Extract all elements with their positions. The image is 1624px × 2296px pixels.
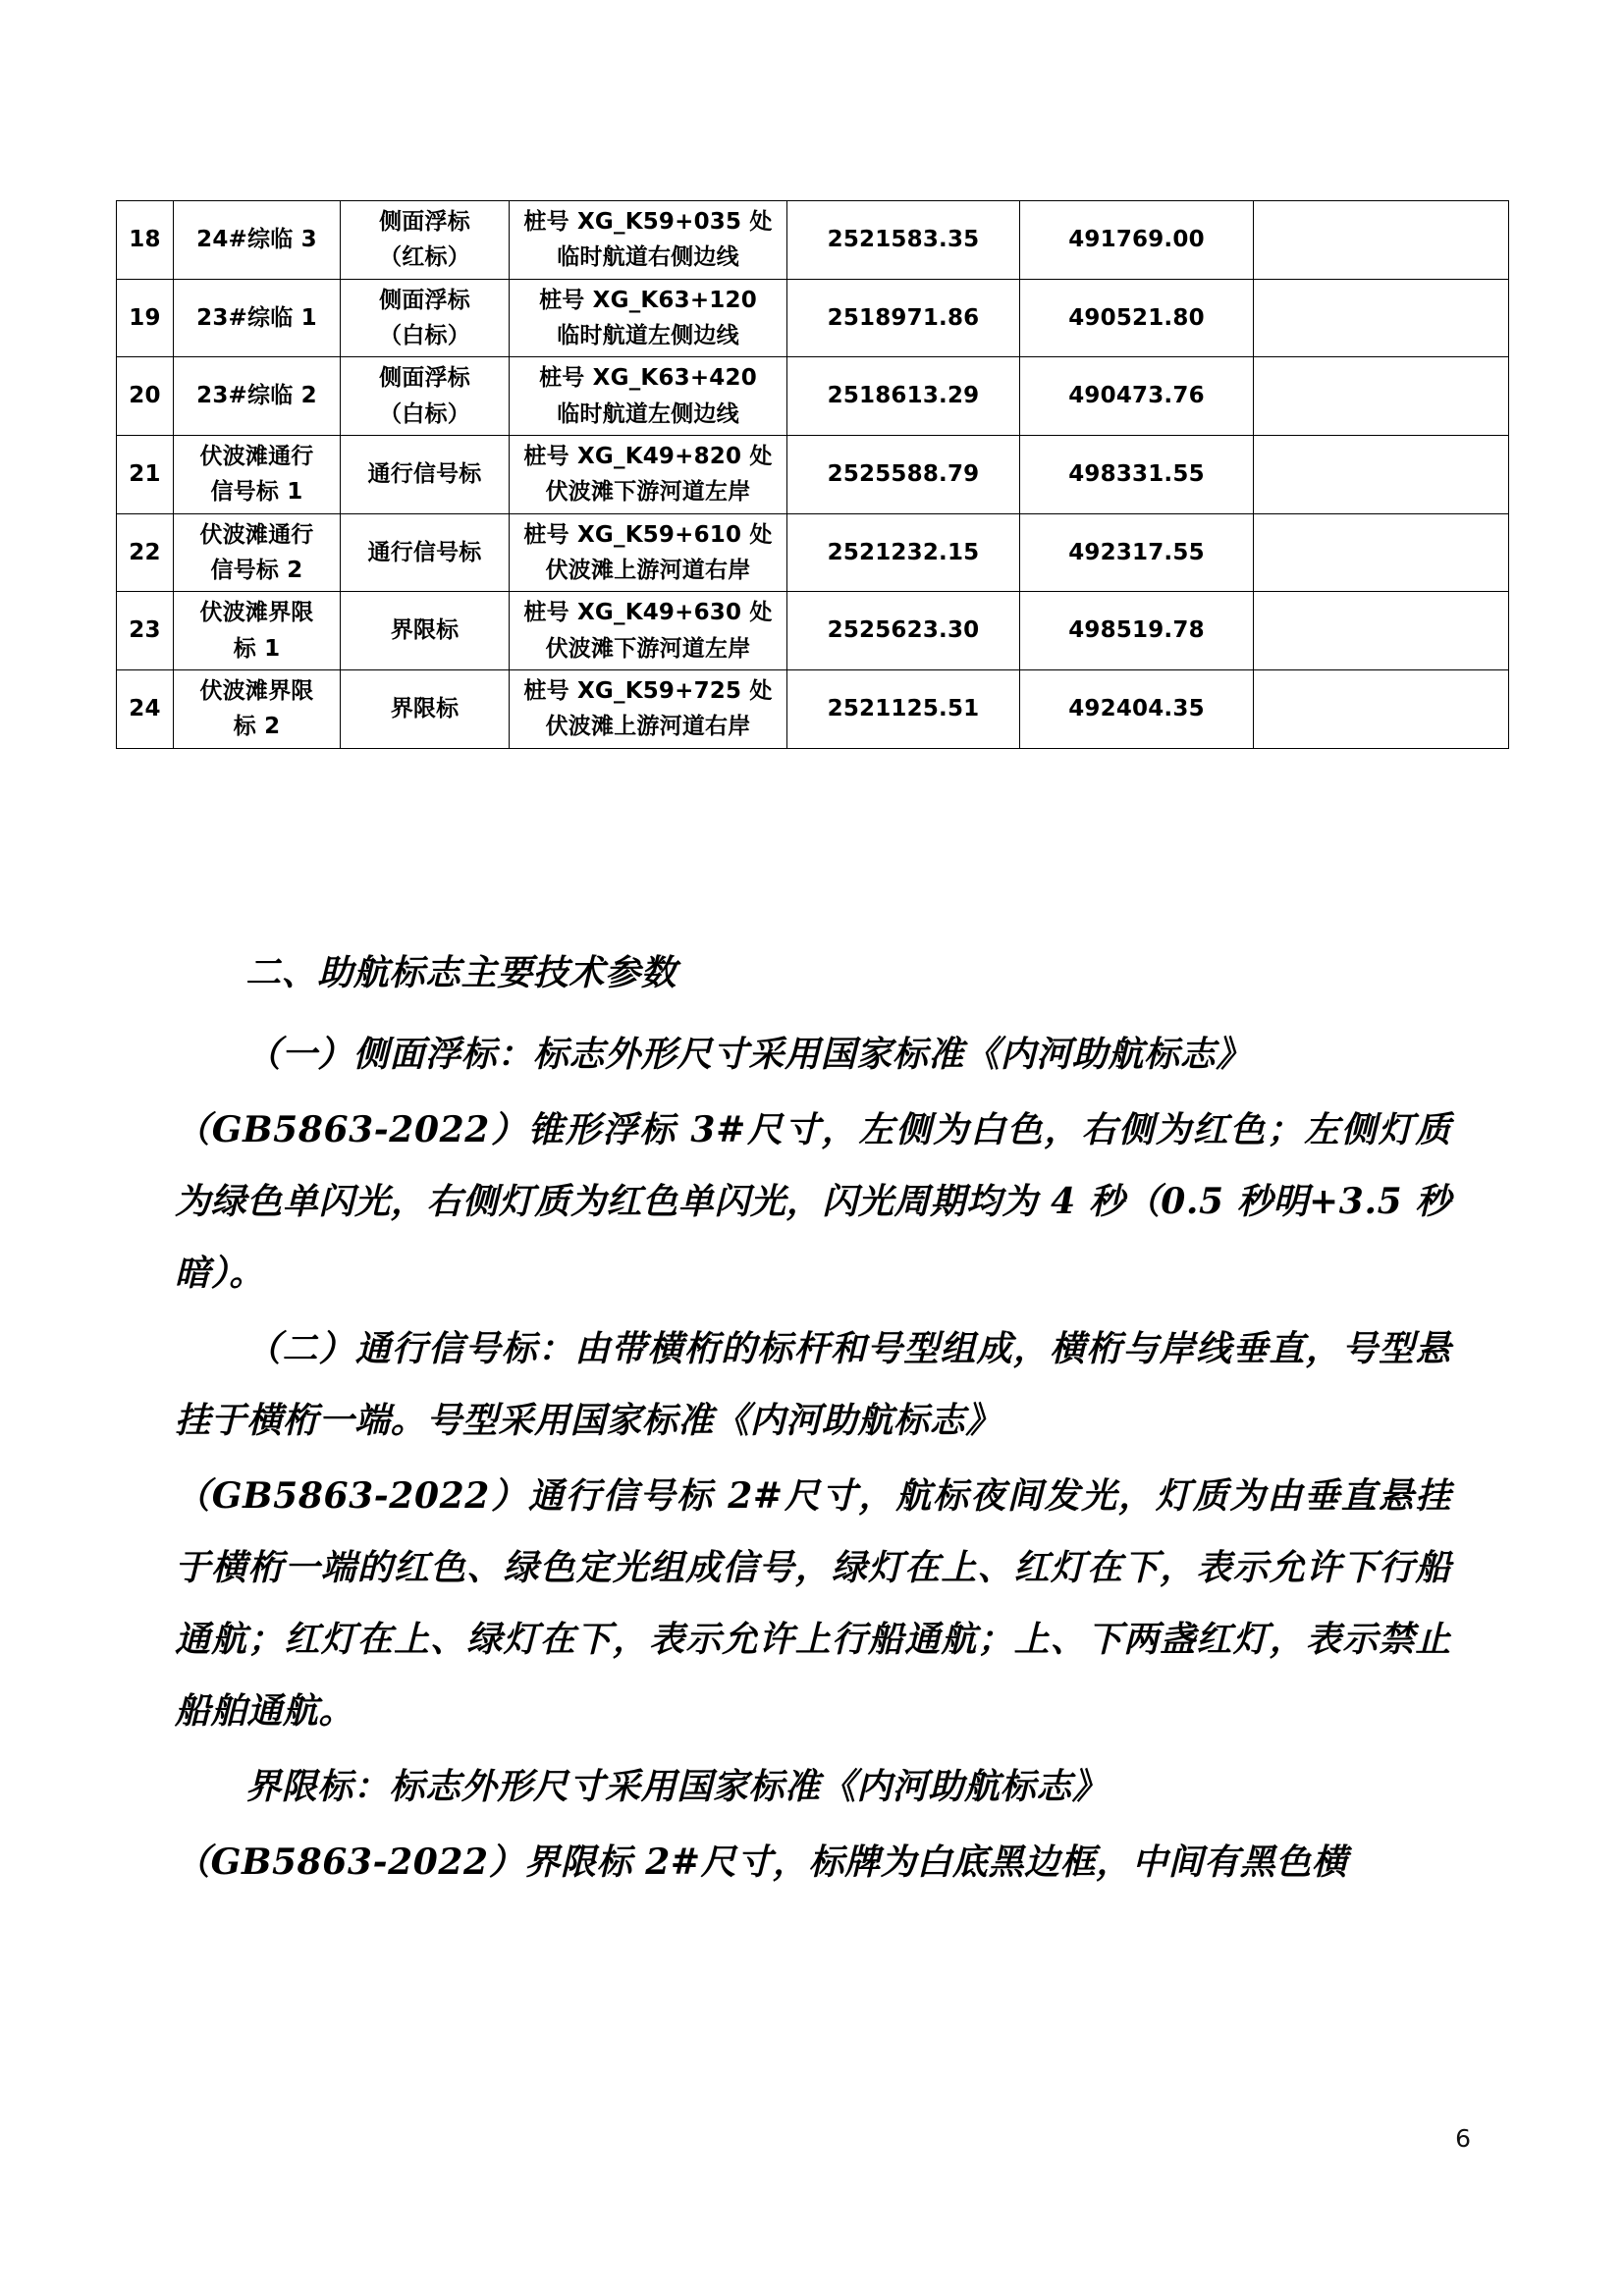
paragraph-traffic-signal-intro: （二）通行信号标：由带横桁的标杆和号型组成，横桁与岸线垂直，号型悬挂于横桁一端。号型采用国家标准《内河助航标志》	[175, 1328, 1451, 1441]
table-row	[117, 513, 1509, 592]
cell-position	[510, 357, 787, 436]
table-row	[117, 357, 1509, 436]
table-body	[117, 201, 1509, 749]
cell-remark	[1254, 669, 1509, 748]
page-number: 6	[1455, 2124, 1471, 2153]
position-line-1: 桩号 XG_K49+630 处	[523, 600, 773, 626]
cell-serial-number: 20	[117, 357, 174, 436]
position-line-2: 临时航道右侧边线	[557, 244, 739, 271]
cell-mark-type: 界限标	[341, 592, 510, 670]
cell-mark-type	[341, 201, 510, 280]
position-line-2: 伏波滩下游河道左岸	[545, 635, 751, 662]
position-line-2: 伏波滩上游河道右岸	[545, 714, 751, 740]
table-row	[117, 279, 1509, 357]
cell-x-coordinate: 2521125.51	[787, 669, 1020, 748]
cell-x-coordinate: 2518613.29	[787, 357, 1020, 436]
cell-y-coordinate: 492404.35	[1020, 669, 1254, 748]
cell-y-coordinate: 490473.76	[1020, 357, 1254, 436]
cell-x-coordinate: 2525588.79	[787, 435, 1020, 513]
cell-mark-name	[174, 435, 341, 513]
cell-mark-name: 24#综临 3	[174, 201, 341, 280]
cell-mark-type: 界限标	[341, 669, 510, 748]
cell-position	[510, 669, 787, 748]
paragraph-boundary-mark-detail: （GB5863-2022）界限标 2#尺寸，标牌为白底黑边框，中间有黑色横	[175, 1842, 1348, 1883]
cell-remark	[1254, 357, 1509, 436]
cell-mark-name: 23#综临 1	[174, 279, 341, 357]
cell-remark	[1254, 435, 1509, 513]
type-line-2: （白标）	[379, 400, 470, 427]
cell-x-coordinate: 2518971.86	[787, 279, 1020, 357]
cell-remark	[1254, 513, 1509, 592]
cell-serial-number: 23	[117, 592, 174, 670]
cell-serial-number: 19	[117, 279, 174, 357]
cell-y-coordinate: 498519.78	[1020, 592, 1254, 670]
type-line-1: 侧面浮标	[379, 209, 470, 235]
section-heading: 二、助航标志主要技术参数	[245, 952, 677, 993]
type-line-1: 侧面浮标	[379, 287, 470, 313]
cell-y-coordinate: 490521.80	[1020, 279, 1254, 357]
navigation-marks-table-wrapper	[116, 200, 1508, 749]
table-row	[117, 435, 1509, 513]
name-line-2: 标 1	[233, 635, 281, 662]
cell-remark	[1254, 279, 1509, 357]
table-row	[117, 669, 1509, 748]
cell-serial-number: 18	[117, 201, 174, 280]
cell-mark-type: 通行信号标	[341, 435, 510, 513]
position-line-1: 桩号 XG_K59+035 处	[523, 209, 773, 235]
cell-y-coordinate: 491769.00	[1020, 201, 1254, 280]
body-text-container	[175, 937, 1451, 1902]
paragraph-traffic-signal-detail: （GB5863-2022）通行信号标 2#尺寸，航标夜间发光，灯质为由垂直悬挂于横桁一端的红色、绿色定光组成信号，绿灯在上、红灯在下，表示允许下行船通航；红灯在上、绿灯在下，表示允许上行船通航；上、下两盏红灯，表示禁止船舶通航。	[175, 1475, 1451, 1732]
cell-x-coordinate: 2521232.15	[787, 513, 1020, 592]
cell-mark-name: 23#综临 2	[174, 357, 341, 436]
name-line-1: 伏波滩通行	[199, 443, 314, 469]
cell-position	[510, 592, 787, 670]
table-row	[117, 592, 1509, 670]
position-line-1: 桩号 XG_K49+820 处	[523, 443, 773, 469]
position-line-1: 桩号 XG_K59+610 处	[523, 521, 773, 548]
name-line-1: 伏波滩界限	[199, 600, 314, 626]
cell-remark	[1254, 201, 1509, 280]
name-line-1: 伏波滩通行	[199, 521, 314, 548]
type-line-2: （白标）	[379, 322, 470, 348]
name-line-2: 信号标 1	[210, 479, 303, 506]
cell-mark-name	[174, 669, 341, 748]
cell-remark	[1254, 592, 1509, 670]
table-row	[117, 201, 1509, 280]
paragraph-lateral-buoy-detail: （GB5863-2022）锥形浮标 3#尺寸，左侧为白色，右侧为红色；左侧灯质为绿色单闪光，右侧灯质为红色单闪光，闪光周期均为 4 秒（0.5 秒明+3.5 秒暗）。	[175, 1109, 1451, 1294]
cell-serial-number: 21	[117, 435, 174, 513]
cell-mark-type: 通行信号标	[341, 513, 510, 592]
position-line-2: 伏波滩下游河道左岸	[545, 479, 751, 506]
cell-position	[510, 201, 787, 280]
cell-x-coordinate: 2521583.35	[787, 201, 1020, 280]
navigation-marks-table	[116, 200, 1509, 749]
cell-position	[510, 279, 787, 357]
name-line-2: 标 2	[233, 714, 281, 740]
cell-x-coordinate: 2525623.30	[787, 592, 1020, 670]
cell-serial-number: 22	[117, 513, 174, 592]
cell-position	[510, 435, 787, 513]
type-line-1: 侧面浮标	[379, 365, 470, 392]
cell-position	[510, 513, 787, 592]
name-line-2: 信号标 2	[210, 557, 303, 583]
cell-mark-type	[341, 279, 510, 357]
paragraph-lateral-buoy-intro: （一）侧面浮标：标志外形尺寸采用国家标准《内河助航标志》	[245, 1034, 1252, 1075]
cell-y-coordinate: 492317.55	[1020, 513, 1254, 592]
position-line-1: 桩号 XG_K59+725 处	[523, 677, 773, 704]
position-line-2: 伏波滩上游河道右岸	[545, 557, 751, 583]
position-line-1: 桩号 XG_K63+120	[539, 287, 757, 313]
cell-mark-name	[174, 513, 341, 592]
cell-serial-number: 24	[117, 669, 174, 748]
position-line-2: 临时航道左侧边线	[557, 400, 739, 427]
paragraph-boundary-mark-intro: 界限标：标志外形尺寸采用国家标准《内河助航标志》	[245, 1766, 1109, 1807]
name-line-1: 伏波滩界限	[199, 677, 314, 704]
position-line-2: 临时航道左侧边线	[557, 322, 739, 348]
cell-mark-name	[174, 592, 341, 670]
position-line-1: 桩号 XG_K63+420	[539, 365, 757, 392]
cell-mark-type	[341, 357, 510, 436]
cell-y-coordinate: 498331.55	[1020, 435, 1254, 513]
type-line-2: （红标）	[379, 244, 470, 271]
